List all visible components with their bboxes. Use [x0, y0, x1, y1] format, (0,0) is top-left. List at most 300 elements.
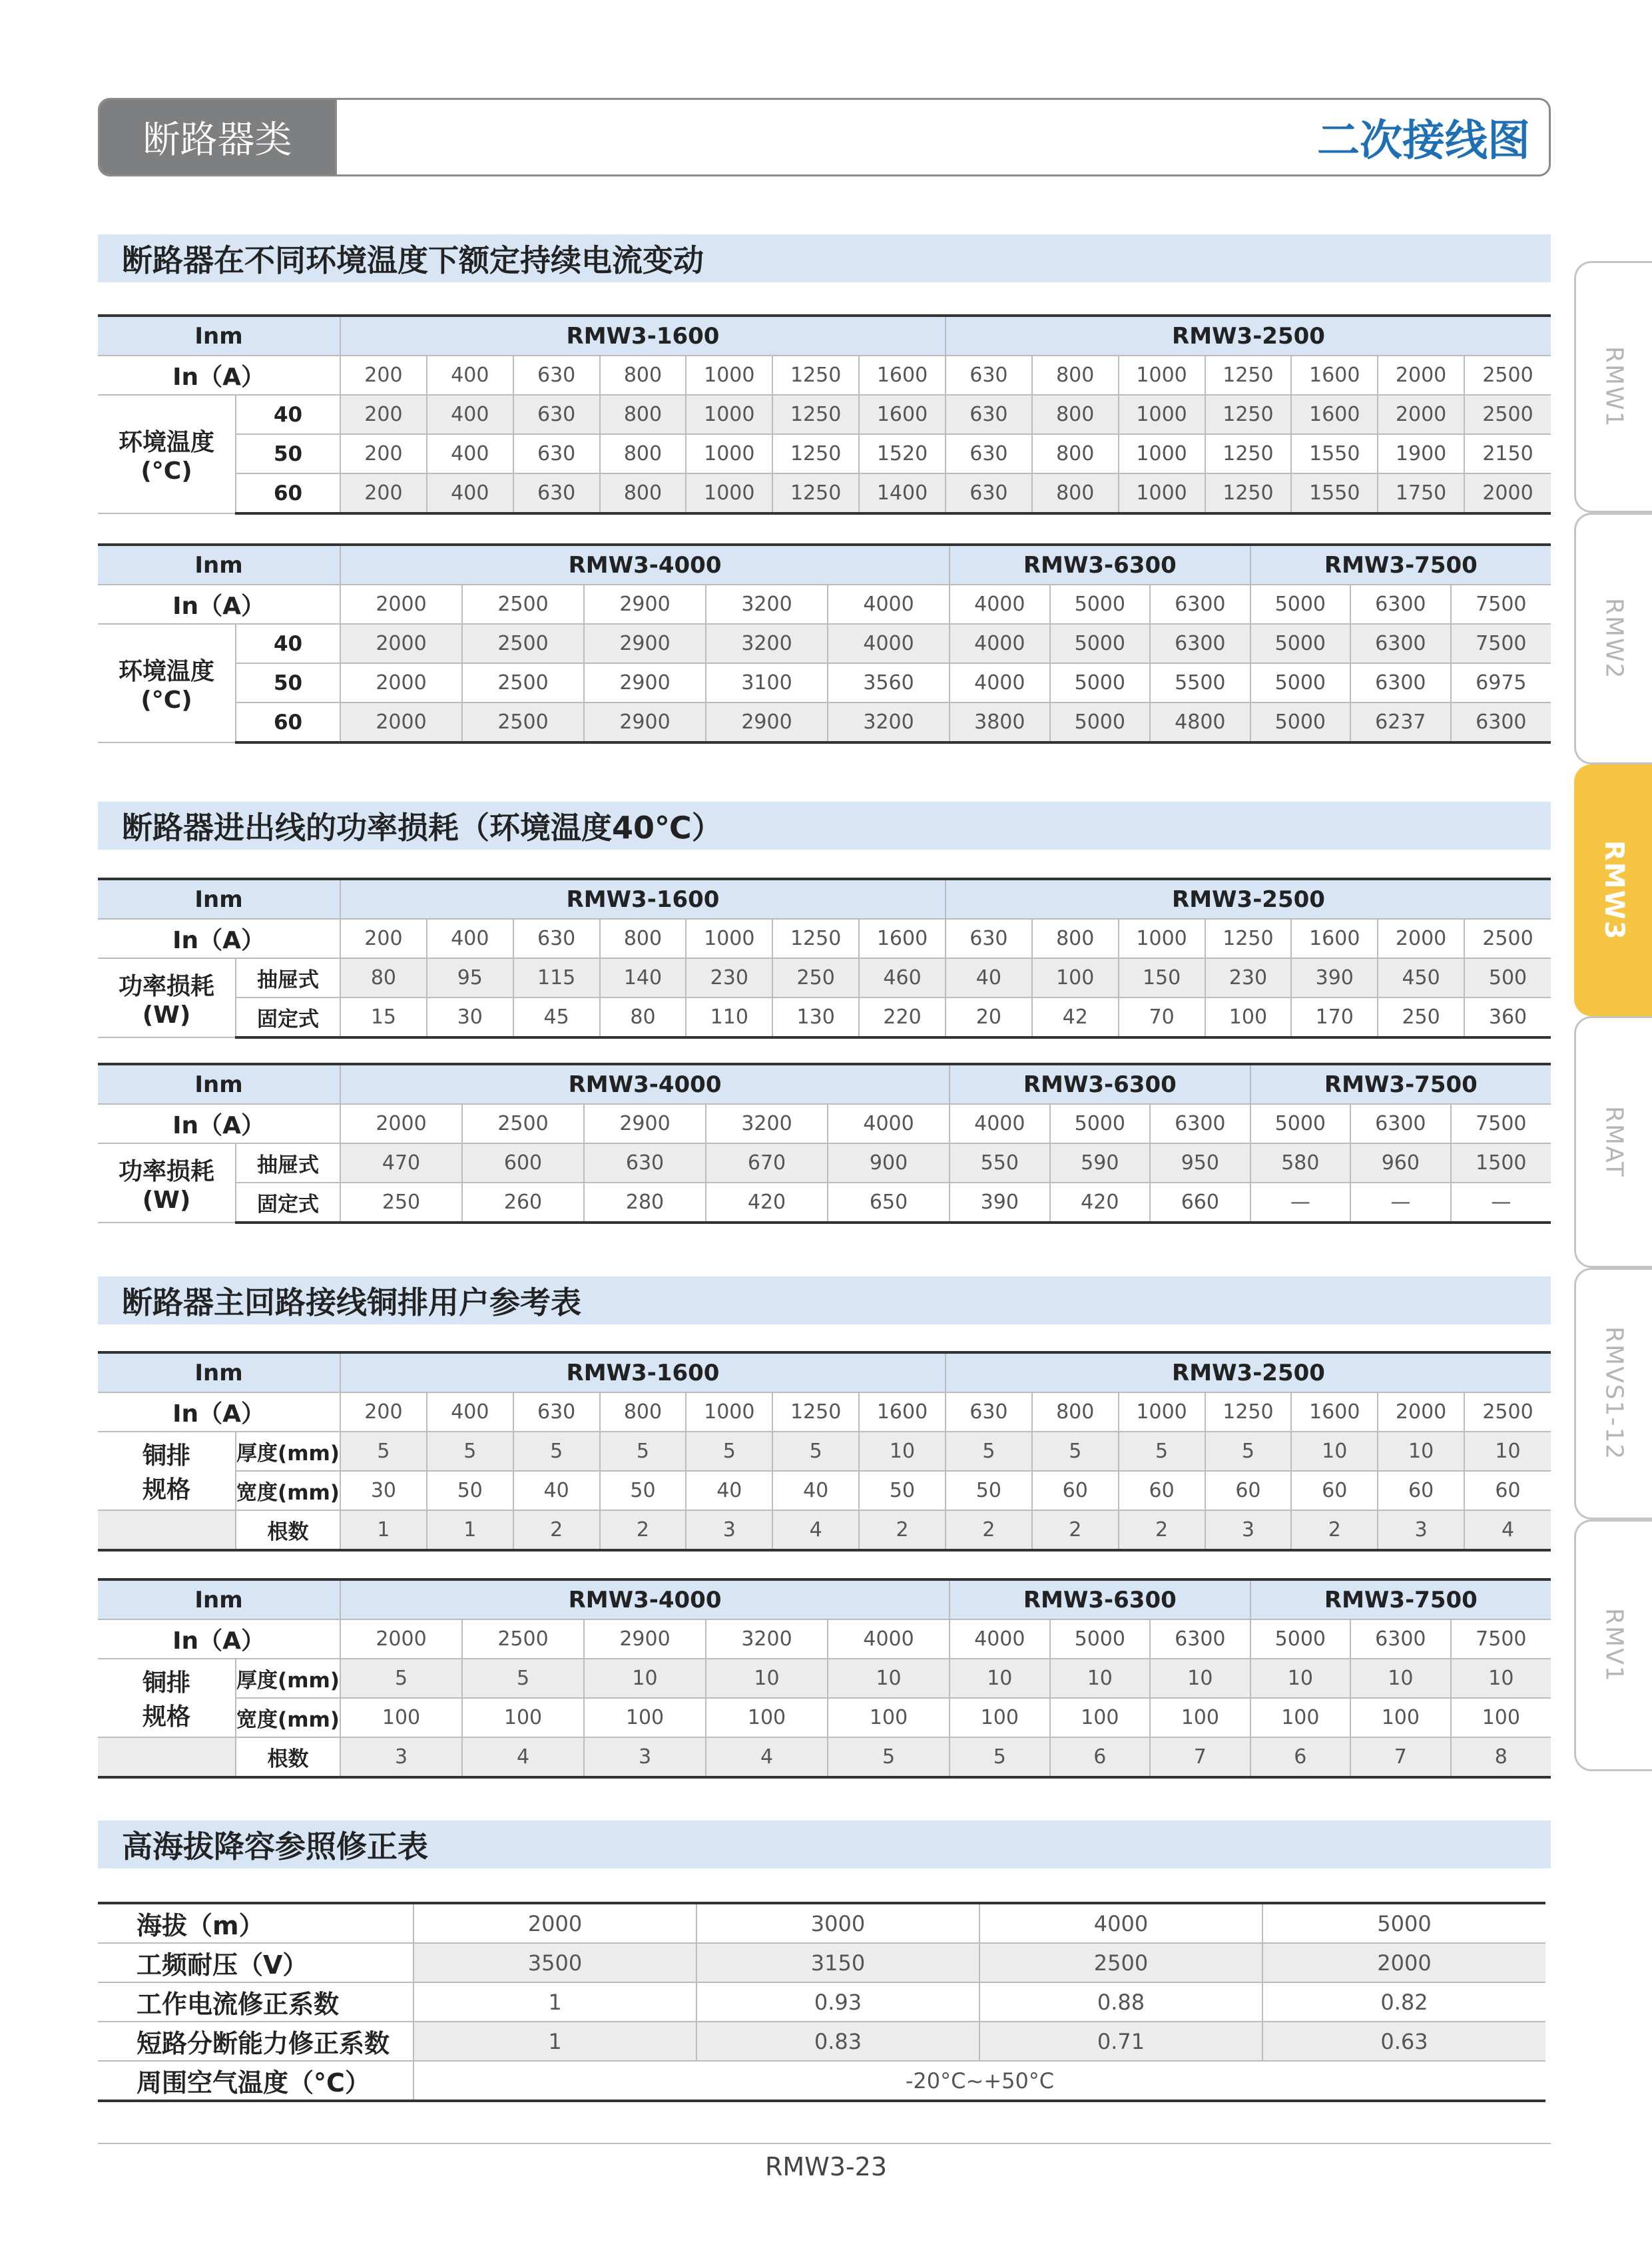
- category-label: 断路器类: [100, 100, 337, 174]
- value-cell: 80: [340, 958, 427, 997]
- value-cell: 1250: [772, 356, 859, 395]
- power-loss-label: 功率损耗 (W): [98, 958, 236, 1037]
- value-cell: 2: [1119, 1510, 1205, 1550]
- value-cell: 1550: [1291, 434, 1378, 473]
- value-cell: 4000: [950, 624, 1050, 663]
- value-cell: 2500: [462, 1104, 584, 1143]
- model-header: RMW3-7500: [1250, 1064, 1551, 1104]
- side-tab-label: RMAT: [1600, 1106, 1628, 1178]
- value-cell: 800: [1032, 919, 1119, 958]
- altitude-row-label: 工作电流修正系数: [98, 1982, 413, 2022]
- value-cell: 630: [513, 919, 600, 958]
- value-cell: 2900: [584, 1619, 706, 1659]
- value-cell: 5: [1205, 1432, 1292, 1471]
- value-cell: 1250: [1205, 395, 1292, 434]
- value-cell: 2000: [1378, 1392, 1464, 1432]
- section-title-altitude: 高海拔降容参照修正表: [98, 1821, 1551, 1868]
- value-cell: 1600: [1291, 919, 1378, 958]
- value-cell: 1250: [772, 919, 859, 958]
- value-cell: 170: [1291, 997, 1378, 1037]
- altitude-row-label: 工频耐压（V）: [98, 1943, 413, 1982]
- model-header: RMW3-1600: [340, 316, 946, 356]
- value-cell: 10: [1250, 1659, 1351, 1698]
- value-cell: 1000: [1119, 1392, 1205, 1432]
- value-cell: 15: [340, 997, 427, 1037]
- value-cell: 95: [427, 958, 513, 997]
- value-cell: 2: [513, 1510, 600, 1550]
- value-cell: 5000: [1050, 1619, 1151, 1659]
- in-label: In（A）: [98, 585, 340, 624]
- value-cell: 45: [513, 997, 600, 1037]
- value-cell: 230: [1205, 958, 1292, 997]
- value-cell: 420: [706, 1183, 828, 1223]
- value-cell: 800: [600, 356, 687, 395]
- value-cell: 5: [462, 1659, 584, 1698]
- value-cell: 100: [828, 1698, 950, 1737]
- value-cell: 0.88: [979, 1982, 1262, 2022]
- model-header: RMW3-6300: [950, 1064, 1250, 1104]
- value-cell: 5000: [1050, 624, 1151, 663]
- value-cell: 2900: [584, 663, 706, 702]
- value-cell: 1: [427, 1510, 513, 1550]
- value-cell: 800: [600, 1392, 687, 1432]
- value-cell: 4000: [950, 1619, 1050, 1659]
- value-cell: 5: [427, 1432, 513, 1471]
- value-cell: 7: [1150, 1737, 1250, 1777]
- value-cell: 1900: [1378, 434, 1464, 473]
- value-cell: 630: [513, 434, 600, 473]
- value-cell: 5: [340, 1432, 427, 1471]
- value-cell: 580: [1250, 1143, 1351, 1183]
- copper-spec-label: 铜排 规格: [98, 1659, 236, 1737]
- value-cell: 630: [513, 1392, 600, 1432]
- value-cell: 3800: [950, 702, 1050, 742]
- value-cell: 100: [1250, 1698, 1351, 1737]
- value-cell: 1000: [1119, 395, 1205, 434]
- value-cell: 470: [340, 1143, 462, 1183]
- value-cell: 1600: [1291, 356, 1378, 395]
- value-cell: 590: [1050, 1143, 1151, 1183]
- value-cell: 2000: [1378, 919, 1464, 958]
- value-cell: 630: [946, 473, 1032, 513]
- value-cell: 3: [686, 1510, 772, 1550]
- value-cell: 360: [1464, 997, 1551, 1037]
- width-label: 宽度(mm): [236, 1471, 340, 1510]
- value-cell: 1: [340, 1510, 427, 1550]
- value-cell: 2500: [462, 663, 584, 702]
- value-cell: 6300: [1350, 663, 1451, 702]
- value-cell: 0.63: [1262, 2022, 1545, 2061]
- value-cell: 140: [600, 958, 687, 997]
- value-cell: —: [1250, 1183, 1351, 1223]
- side-tab-rmw2[interactable]: [1574, 513, 1652, 764]
- value-cell: 2000: [340, 585, 462, 624]
- value-cell: 800: [1032, 395, 1119, 434]
- value-cell: 2500: [979, 1943, 1262, 1982]
- value-cell: 2500: [462, 585, 584, 624]
- value-cell: 1: [413, 2022, 696, 2061]
- value-cell: 400: [427, 473, 513, 513]
- value-cell: 2: [600, 1510, 687, 1550]
- value-cell: 150: [1119, 958, 1205, 997]
- inm-label: Inm: [98, 879, 340, 919]
- section-title-copper-bar: 断路器主回路接线铜排用户参考表: [98, 1276, 1551, 1324]
- value-cell: 390: [950, 1183, 1050, 1223]
- value-cell: 3200: [706, 1619, 828, 1659]
- value-cell: 6237: [1350, 702, 1451, 742]
- value-cell: 630: [946, 434, 1032, 473]
- model-header: RMW3-1600: [340, 1352, 946, 1392]
- value-cell: 4000: [950, 1104, 1050, 1143]
- side-tab-rmvs1-12[interactable]: [1574, 1268, 1652, 1520]
- value-cell: 100: [706, 1698, 828, 1737]
- value-cell: 420: [1050, 1183, 1151, 1223]
- value-cell: 280: [584, 1183, 706, 1223]
- value-cell: 400: [427, 1392, 513, 1432]
- value-cell: 2000: [340, 702, 462, 742]
- footer-divider: [98, 2143, 1551, 2144]
- header-bar: [98, 98, 1551, 176]
- value-cell: 4: [462, 1737, 584, 1777]
- value-cell: 50: [859, 1471, 946, 1510]
- side-tab-rmw3[interactable]: [1574, 764, 1652, 1016]
- value-cell: 100: [1150, 1698, 1250, 1737]
- value-cell: 2900: [584, 1104, 706, 1143]
- value-cell: 1500: [1451, 1143, 1551, 1183]
- value-cell: 60: [1119, 1471, 1205, 1510]
- model-header: RMW3-6300: [950, 545, 1250, 585]
- value-cell: 900: [828, 1143, 950, 1183]
- value-cell: 4: [706, 1737, 828, 1777]
- value-cell: 1000: [686, 434, 772, 473]
- value-cell: 1600: [859, 1392, 946, 1432]
- value-cell: 1250: [772, 434, 859, 473]
- value-cell: 10: [1291, 1432, 1378, 1471]
- value-cell: 2000: [1378, 356, 1464, 395]
- value-cell: 6300: [1150, 1104, 1250, 1143]
- value-cell: 4: [772, 1510, 859, 1550]
- value-cell: 6300: [1150, 1619, 1250, 1659]
- value-cell: 2000: [340, 1104, 462, 1143]
- value-cell: 5: [513, 1432, 600, 1471]
- value-cell: 400: [427, 434, 513, 473]
- side-tab-label: RMV1: [1600, 1608, 1628, 1683]
- value-cell: 5000: [1050, 663, 1151, 702]
- value-cell: 3: [1378, 1510, 1464, 1550]
- altitude-row-label: 短路分断能力修正系数: [98, 2022, 413, 2061]
- value-cell: 110: [686, 997, 772, 1037]
- value-cell: 5: [340, 1659, 462, 1698]
- value-cell: —: [1451, 1183, 1551, 1223]
- altitude-correction-table: [98, 1902, 1545, 2102]
- value-cell: 950: [1150, 1143, 1250, 1183]
- value-cell: 3150: [696, 1943, 979, 1982]
- value-cell: 1000: [1119, 356, 1205, 395]
- value-cell: 40: [686, 1471, 772, 1510]
- value-cell: 630: [513, 395, 600, 434]
- value-cell: 800: [600, 434, 687, 473]
- value-cell: 30: [340, 1471, 427, 1510]
- side-tab-label: RMVS1-12: [1600, 1326, 1628, 1461]
- value-cell: 5500: [1150, 663, 1250, 702]
- value-cell: 5000: [1250, 663, 1351, 702]
- value-cell: 10: [1464, 1432, 1551, 1471]
- value-cell: 630: [513, 473, 600, 513]
- model-header: RMW3-1600: [340, 879, 946, 919]
- in-label: In（A）: [98, 919, 340, 958]
- in-label: In（A）: [98, 1104, 340, 1143]
- page-title: 二次接线图: [1317, 117, 1530, 166]
- value-cell: 460: [859, 958, 946, 997]
- value-cell: 5000: [1250, 1104, 1351, 1143]
- value-cell: 2900: [584, 702, 706, 742]
- value-cell: 6300: [1350, 1104, 1451, 1143]
- value-cell: 5: [772, 1432, 859, 1471]
- temp-value: 60: [236, 702, 340, 742]
- value-cell: 450: [1378, 958, 1464, 997]
- value-cell: 0.82: [1262, 1982, 1545, 2022]
- value-cell: 10: [828, 1659, 950, 1698]
- value-cell: 250: [1378, 997, 1464, 1037]
- value-cell: 660: [1150, 1183, 1250, 1223]
- value-cell: 3100: [706, 663, 828, 702]
- value-cell: 100: [1205, 997, 1292, 1037]
- ambient-temp-value: -20°C~+50°C: [413, 2061, 1545, 2101]
- fixed-label: 固定式: [236, 997, 340, 1037]
- value-cell: 800: [600, 473, 687, 513]
- model-header: RMW3-7500: [1250, 1579, 1551, 1619]
- value-cell: 40: [772, 1471, 859, 1510]
- value-cell: 5: [950, 1737, 1050, 1777]
- temp-value: 40: [236, 395, 340, 434]
- value-cell: 630: [946, 919, 1032, 958]
- value-cell: 4: [1464, 1510, 1551, 1550]
- model-header: RMW3-4000: [340, 545, 950, 585]
- value-cell: 2500: [1464, 1392, 1551, 1432]
- value-cell: 5: [1119, 1432, 1205, 1471]
- value-cell: 7500: [1451, 585, 1551, 624]
- value-cell: 10: [859, 1432, 946, 1471]
- value-cell: 5000: [1250, 624, 1351, 663]
- model-header: RMW3-6300: [950, 1579, 1250, 1619]
- value-cell: 10: [706, 1659, 828, 1698]
- value-cell: 60: [1032, 1471, 1119, 1510]
- value-cell: 1250: [1205, 434, 1292, 473]
- value-cell: 5: [686, 1432, 772, 1471]
- env-temp-label: 环境温度 (°C): [98, 624, 236, 742]
- value-cell: 5: [828, 1737, 950, 1777]
- value-cell: 630: [946, 395, 1032, 434]
- value-cell: 60: [1464, 1471, 1551, 1510]
- value-cell: 100: [340, 1698, 462, 1737]
- value-cell: 100: [1032, 958, 1119, 997]
- value-cell: 2: [859, 1510, 946, 1550]
- temp-current-table-2: [98, 543, 1551, 744]
- value-cell: 4000: [950, 663, 1050, 702]
- value-cell: 7: [1350, 1737, 1451, 1777]
- value-cell: 5: [946, 1432, 1032, 1471]
- value-cell: 200: [340, 919, 427, 958]
- value-cell: 670: [706, 1143, 828, 1183]
- page-number: RMW3-23: [764, 2152, 887, 2181]
- value-cell: 4800: [1150, 702, 1250, 742]
- value-cell: 7500: [1451, 1619, 1551, 1659]
- value-cell: 6: [1250, 1737, 1351, 1777]
- ambient-temp-label: 周围空气温度（°C）: [98, 2061, 413, 2101]
- value-cell: 1600: [1291, 395, 1378, 434]
- value-cell: 10: [1050, 1659, 1151, 1698]
- value-cell: 390: [1291, 958, 1378, 997]
- value-cell: 5000: [1262, 1903, 1545, 1943]
- temp-current-table-1: [98, 314, 1551, 515]
- value-cell: 100: [584, 1698, 706, 1737]
- value-cell: 1550: [1291, 473, 1378, 513]
- value-cell: 6975: [1451, 663, 1551, 702]
- value-cell: 2900: [584, 624, 706, 663]
- value-cell: 1250: [1205, 919, 1292, 958]
- value-cell: 2500: [462, 624, 584, 663]
- value-cell: 130: [772, 997, 859, 1037]
- value-cell: 10: [950, 1659, 1050, 1698]
- value-cell: 3: [340, 1737, 462, 1777]
- value-cell: 0.71: [979, 2022, 1262, 2061]
- value-cell: 6300: [1350, 1619, 1451, 1659]
- value-cell: 400: [427, 395, 513, 434]
- value-cell: 0.83: [696, 2022, 979, 2061]
- copper-bar-table-2: [98, 1578, 1551, 1779]
- model-header: RMW3-2500: [946, 1352, 1551, 1392]
- value-cell: 100: [462, 1698, 584, 1737]
- value-cell: 630: [584, 1143, 706, 1183]
- value-cell: 2500: [1464, 395, 1551, 434]
- value-cell: 5000: [1050, 702, 1151, 742]
- copper-spec-label: 铜排 规格: [98, 1432, 236, 1510]
- value-cell: 5000: [1250, 1619, 1351, 1659]
- inm-label: Inm: [98, 1579, 340, 1619]
- value-cell: 1250: [772, 1392, 859, 1432]
- value-cell: 42: [1032, 997, 1119, 1037]
- value-cell: 200: [340, 356, 427, 395]
- value-cell: 3: [584, 1737, 706, 1777]
- inm-label: Inm: [98, 545, 340, 585]
- value-cell: 1000: [686, 1392, 772, 1432]
- value-cell: 250: [340, 1183, 462, 1223]
- value-cell: 4000: [828, 585, 950, 624]
- value-cell: 1250: [772, 395, 859, 434]
- side-tab-rmv1[interactable]: [1574, 1520, 1652, 1771]
- value-cell: 650: [828, 1183, 950, 1223]
- copper-bar-table-1: [98, 1351, 1551, 1551]
- value-cell: 2900: [584, 585, 706, 624]
- value-cell: 4000: [828, 624, 950, 663]
- value-cell: 100: [1451, 1698, 1551, 1737]
- value-cell: 1000: [1119, 434, 1205, 473]
- side-tab-rmw1[interactable]: [1574, 261, 1652, 513]
- value-cell: 4000: [950, 585, 1050, 624]
- value-cell: 7500: [1451, 1104, 1551, 1143]
- value-cell: 2500: [462, 702, 584, 742]
- value-cell: 2000: [1464, 473, 1551, 513]
- fixed-label: 固定式: [236, 1183, 340, 1223]
- value-cell: 800: [1032, 356, 1119, 395]
- value-cell: 6300: [1451, 702, 1551, 742]
- altitude-row-label: 海拔（m）: [98, 1903, 413, 1943]
- value-cell: 10: [584, 1659, 706, 1698]
- temp-value: 50: [236, 434, 340, 473]
- value-cell: 2: [1032, 1510, 1119, 1550]
- value-cell: 800: [1032, 434, 1119, 473]
- value-cell: 1600: [859, 395, 946, 434]
- value-cell: —: [1350, 1183, 1451, 1223]
- inm-label: Inm: [98, 1352, 340, 1392]
- value-cell: 5000: [1050, 1104, 1151, 1143]
- value-cell: 2500: [462, 1619, 584, 1659]
- value-cell: 960: [1350, 1143, 1451, 1183]
- value-cell: 115: [513, 958, 600, 997]
- model-header: RMW3-2500: [946, 879, 1551, 919]
- value-cell: 1750: [1378, 473, 1464, 513]
- power-loss-label: 功率损耗 (W): [98, 1143, 236, 1223]
- thickness-label: 厚度(mm): [236, 1659, 340, 1698]
- env-temp-label: 环境温度 (°C): [98, 395, 236, 513]
- value-cell: 1400: [859, 473, 946, 513]
- section-title-temperature: 断路器在不同环境温度下额定持续电流变动: [98, 234, 1551, 282]
- value-cell: 630: [946, 356, 1032, 395]
- side-tab-rmat[interactable]: [1574, 1016, 1652, 1268]
- section-title-power-loss: 断路器进出线的功率损耗（环境温度40℃）: [98, 802, 1551, 850]
- value-cell: 5: [600, 1432, 687, 1471]
- value-cell: 7500: [1451, 624, 1551, 663]
- side-tab-label: RMW2: [1600, 597, 1628, 680]
- value-cell: 200: [340, 434, 427, 473]
- value-cell: 50: [427, 1471, 513, 1510]
- value-cell: 1000: [686, 395, 772, 434]
- value-cell: 60: [1205, 1471, 1292, 1510]
- count-label: 根数: [236, 1737, 340, 1777]
- value-cell: 1600: [859, 356, 946, 395]
- inm-label: Inm: [98, 316, 340, 356]
- value-cell: 1000: [686, 473, 772, 513]
- value-cell: 2000: [1378, 395, 1464, 434]
- in-label: In（A）: [98, 1619, 340, 1659]
- value-cell: 1250: [1205, 356, 1292, 395]
- value-cell: 200: [340, 1392, 427, 1432]
- value-cell: 50: [600, 1471, 687, 1510]
- value-cell: 1000: [686, 919, 772, 958]
- model-header: RMW3-7500: [1250, 545, 1551, 585]
- value-cell: 80: [600, 997, 687, 1037]
- value-cell: 2150: [1464, 434, 1551, 473]
- value-cell: 4000: [828, 1104, 950, 1143]
- temp-value: 40: [236, 624, 340, 663]
- value-cell: 3200: [706, 585, 828, 624]
- value-cell: 500: [1464, 958, 1551, 997]
- value-cell: 100: [1350, 1698, 1451, 1737]
- value-cell: 6300: [1150, 624, 1250, 663]
- model-header: RMW3-4000: [340, 1064, 950, 1104]
- value-cell: 2: [1291, 1510, 1378, 1550]
- value-cell: 5000: [1250, 702, 1351, 742]
- value-cell: 200: [340, 395, 427, 434]
- value-cell: 3: [1205, 1510, 1292, 1550]
- value-cell: 40: [946, 958, 1032, 997]
- value-cell: 10: [1378, 1432, 1464, 1471]
- value-cell: 1000: [686, 356, 772, 395]
- value-cell: 3200: [828, 702, 950, 742]
- value-cell: 550: [950, 1143, 1050, 1183]
- value-cell: 60: [1378, 1471, 1464, 1510]
- value-cell: 6300: [1350, 624, 1451, 663]
